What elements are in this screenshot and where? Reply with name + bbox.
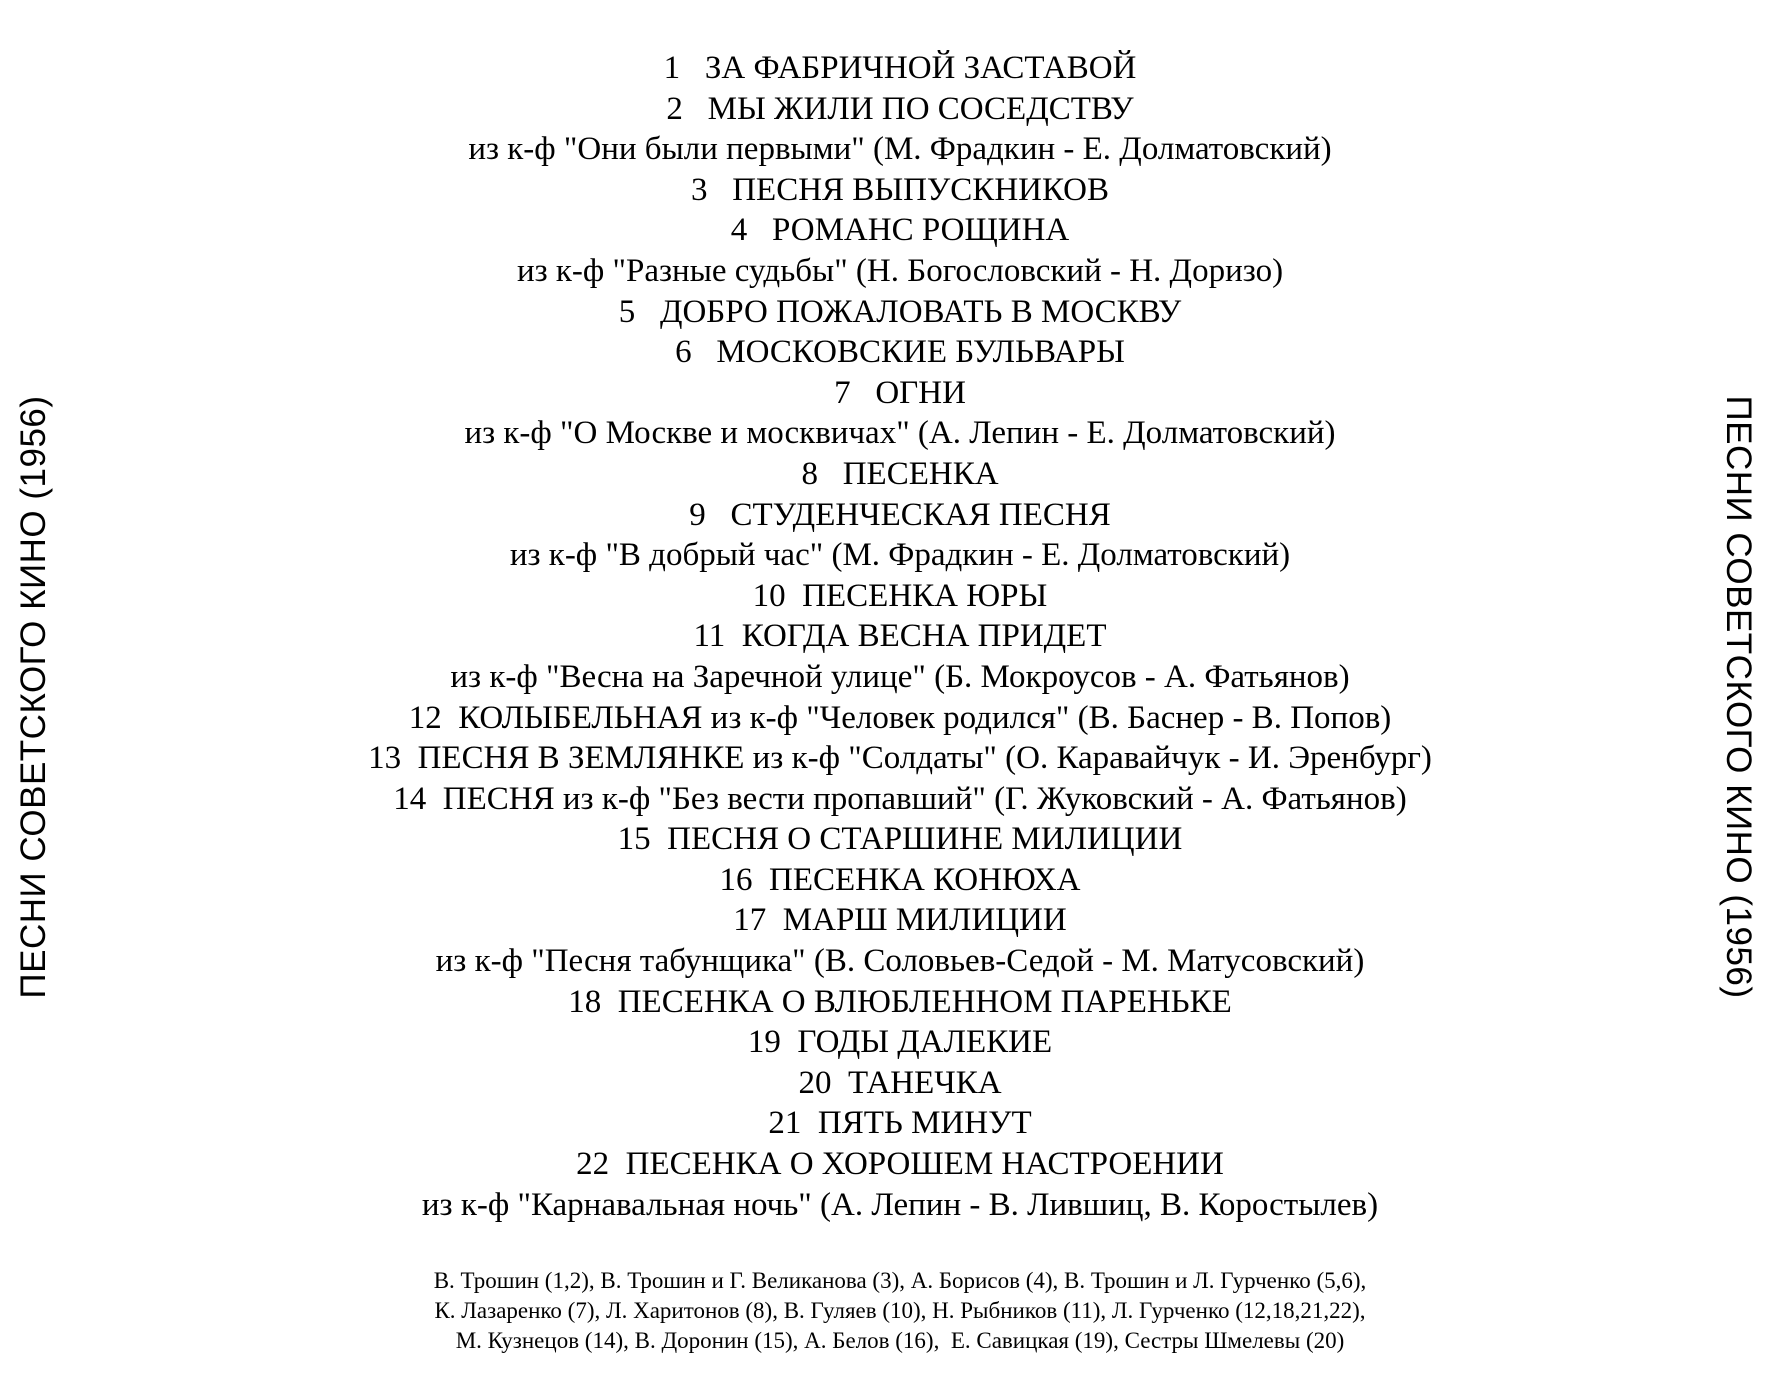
credits-line: В. Трошин (1,2), В. Трошин и Г. Великанова (3), А. Борисов (4), В. Трошин и Л. Гурченко (5,6), <box>433 1268 1367 1293</box>
track-line: из к-ф "Карнавальная ночь" (А. Лепин - В. Лившиц, В. Коростылев) <box>421 1186 1379 1223</box>
credits-line: М. Кузнецов (14), В. Доронин (15), А. Белов (16), Е. Савицкая (19), Сестры Шмелевы (20) <box>455 1328 1345 1353</box>
track-line: 20 ТАНЕЧКА <box>798 1064 1002 1101</box>
track-line: 13 ПЕСНЯ В ЗЕМЛЯНКЕ из к-ф "Солдаты" (О. Каравайчук - И. Эренбург) <box>368 740 1432 777</box>
track-line: 21 ПЯТЬ МИНУТ <box>768 1105 1032 1142</box>
track-line: 19 ГОДЫ ДАЛЕКИЕ <box>747 1024 1053 1061</box>
track-line: 22 ПЕСЕНКА О ХОРОШЕМ НАСТРОЕНИИ <box>576 1146 1224 1183</box>
track-line: 8 ПЕСЕНКА <box>801 455 999 492</box>
track-line: 18 ПЕСЕНКА О ВЛЮБЛЕННОМ ПАРЕНЬКЕ <box>568 983 1232 1020</box>
track-line: 15 ПЕСНЯ О СТАРШИНЕ МИЛИЦИИ <box>617 821 1183 858</box>
track-line: 3 ПЕСНЯ ВЫПУСКНИКОВ <box>690 171 1110 208</box>
track-line: 17 МАРШ МИЛИЦИИ <box>733 902 1067 939</box>
track-line: 16 ПЕСЕНКА КОНЮХА <box>719 861 1081 898</box>
track-line: из к-ф "Разные судьбы" (Н. Богословский - Н. Доризо) <box>516 252 1284 289</box>
track-line: 9 СТУДЕНЧЕСКАЯ ПЕСНЯ <box>689 496 1111 533</box>
track-line: из к-ф "О Москве и москвичах" (А. Лепин - Е. Долматовский) <box>464 415 1336 452</box>
track-line: 2 МЫ ЖИЛИ ПО СОСЕДСТВУ <box>666 90 1134 127</box>
spine-title-left: ПЕСНИ СОВЕТСКОГО КИНО (1956) <box>14 395 53 999</box>
credits <box>240 1266 1560 1356</box>
track-line: 12 КОЛЫБЕЛЬНАЯ из к-ф "Человек родился" (В. Баснер - В. Попов) <box>408 699 1392 736</box>
track-line: 5 ДОБРО ПОЖАЛОВАТЬ В МОСКВУ <box>618 293 1182 330</box>
spine-title-right: ПЕСНИ СОВЕТСКОГО КИНО (1956) <box>1719 395 1758 999</box>
track-line: 6 МОСКОВСКИЕ БУЛЬВАРЫ <box>675 334 1125 371</box>
track-line: из к-ф "Они были первыми" (М. Фрадкин - Е. Долматовский) <box>468 131 1332 168</box>
track-line: из к-ф "Весна на Заречной улице" (Б. Мокроусов - А. Фатьянов) <box>450 658 1350 695</box>
track-line: 14 ПЕСНЯ из к-ф "Без вести пропавший" (Г. Жуковский - А. Фатьянов) <box>393 780 1407 817</box>
track-line: 7 ОГНИ <box>834 374 966 411</box>
track-line: из к-ф "В добрый час" (М. Фрадкин - Е. Долматовский) <box>509 537 1291 574</box>
tracklist <box>240 48 1560 1225</box>
track-line: из к-ф "Песня табунщика" (В. Соловьев-Седой - М. Матусовский) <box>435 943 1365 980</box>
track-line: 4 РОМАНС РОЩИНА <box>730 212 1070 249</box>
track-line: 10 ПЕСЕНКА ЮРЫ <box>752 577 1048 614</box>
track-line: 11 КОГДА ВЕСНА ПРИДЕТ <box>693 618 1107 655</box>
credits-line: К. Лазаренко (7), Л. Харитонов (8), В. Гуляев (10), Н. Рыбников (11), Л. Гурченко (12,18,21,22), <box>434 1298 1366 1323</box>
track-line: 1 ЗА ФАБРИЧНОЙ ЗАСТАВОЙ <box>663 50 1137 86</box>
